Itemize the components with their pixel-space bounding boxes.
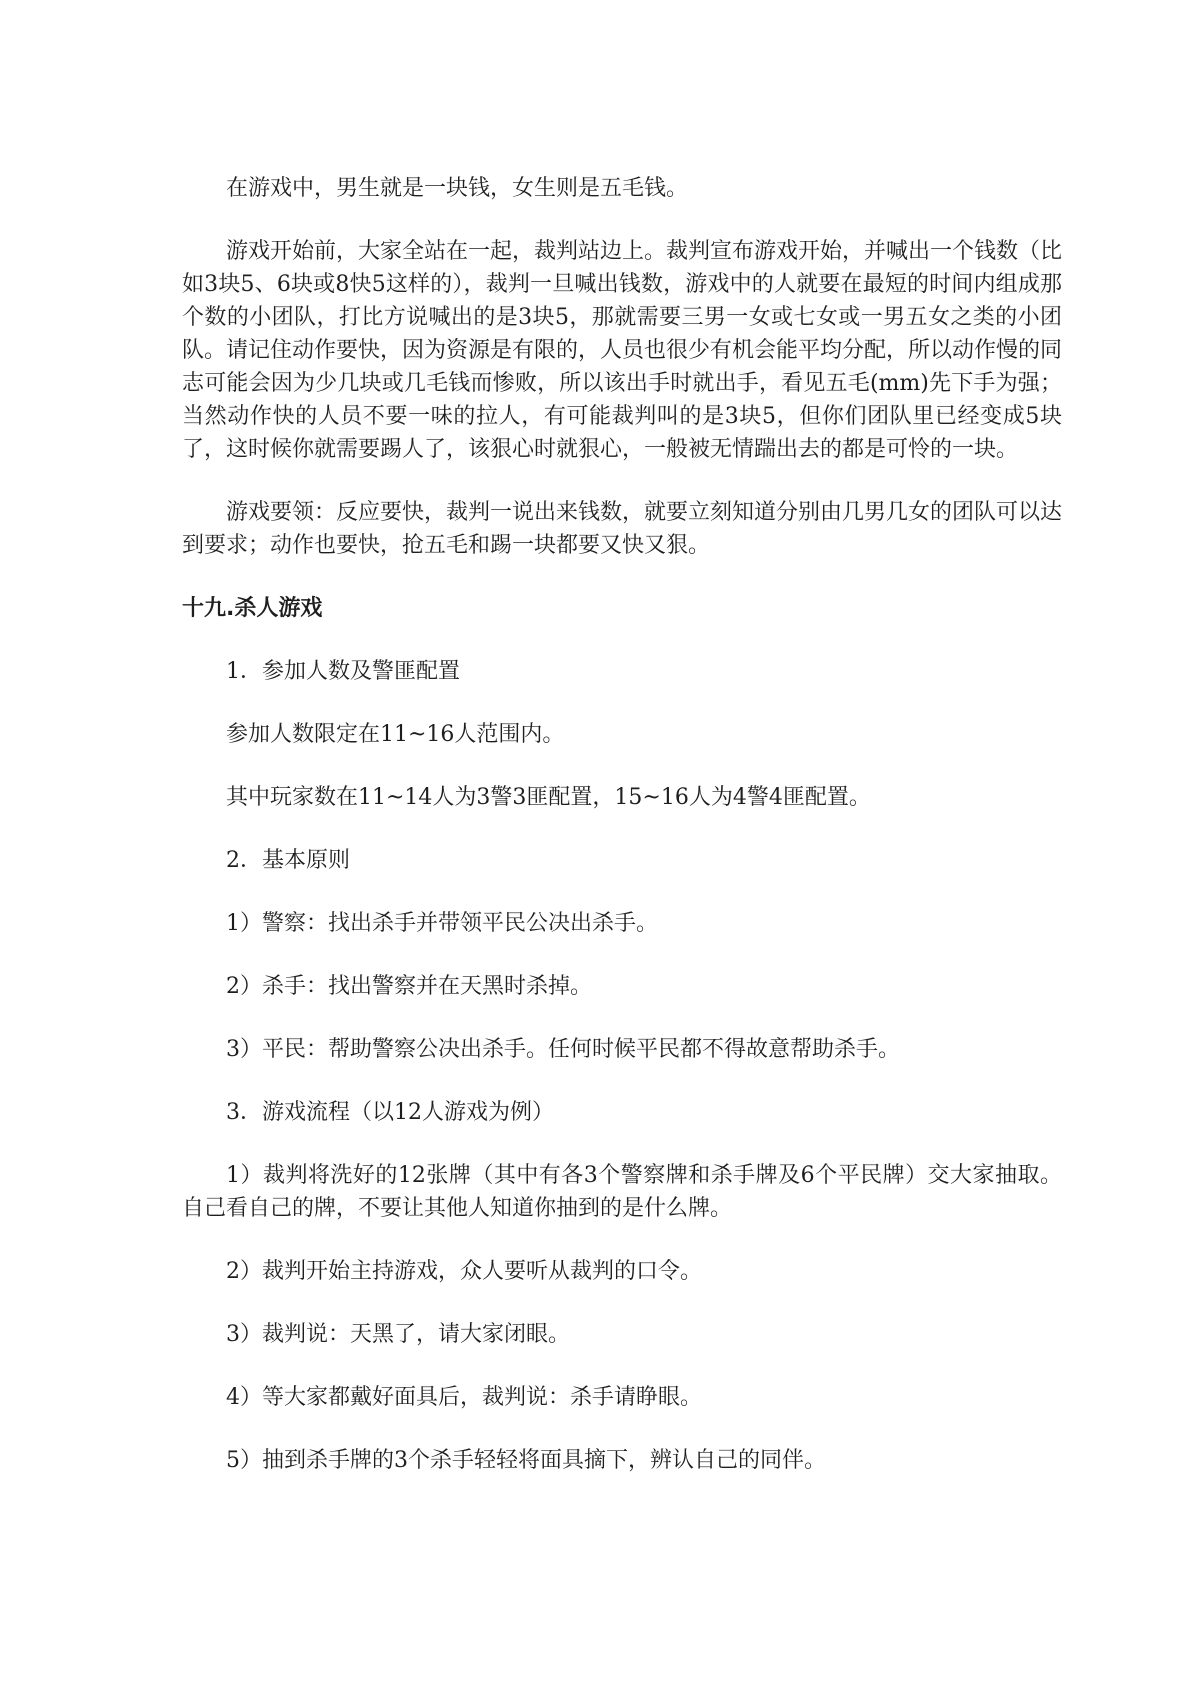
list-item: 1．参加人数及警匪配置 [226,659,460,684]
list-item: 2．基本原则 [226,848,350,873]
list-item: 3．游戏流程（以12人游戏为例） [226,1100,554,1125]
list-item: 5）抽到杀手牌的3个杀手轻轻将面具摘下，辨认自己的同伴。 [226,1448,826,1473]
document-body [182,172,1062,1507]
list-item: 3）裁判说：天黑了，请大家闭眼。 [226,1322,570,1347]
paragraph: 游戏开始前，大家全站在一起，裁判站边上。裁判宣布游戏开始，并喊出一个钱数（比如3块5、6块或8快5这样的），裁判一旦喊出钱数，游戏中的人就要在最短的时间内组成那个数的小团队，打比方说喊出的是3块5，那就需要三男一女或七女或一男五女之类的小团队。请记住动作要快，因为资源是有限的，人员也很少有机会能平均分配，所以动作慢的同志可能会因为少几块或几毛钱而惨败，所以该出手时就出手，看见五毛(mm)先下手为强；当然动作快的人员不要一味的拉人，有可能裁判叫的是3块5，但你们团队里已经变成5块了，这时候你就需要踢人了，该狠心时就狠心，一般被无情踹出去的都是可怜的一块。 [182,239,1063,462]
list-item: 1）警察：找出杀手并带领平民公决出杀手。 [226,911,658,936]
list-item: 参加人数限定在11~16人范围内。 [226,722,565,747]
section-heading: 十九.杀人游戏 [182,596,323,621]
list-item: 其中玩家数在11~14人为3警3匪配置，15~16人为4警4匪配置。 [226,785,871,810]
paragraph: 游戏要领：反应要快，裁判一说出来钱数，就要立刻知道分别由几男几女的团队可以达到要求；动作也要快，抢五毛和踢一块都要又快又狠。 [182,500,1063,558]
paragraph: 在游戏中，男生就是一块钱，女生则是五毛钱。 [226,176,689,201]
list-item: 2）杀手：找出警察并在天黑时杀掉。 [226,974,592,999]
list-item: 4）等大家都戴好面具后，裁判说：杀手请睁眼。 [226,1385,702,1410]
list-item: 3）平民：帮助警察公决出杀手。任何时候平民都不得故意帮助杀手。 [226,1037,900,1062]
list-item: 2）裁判开始主持游戏，众人要听从裁判的口令。 [226,1259,702,1284]
list-item: 1）裁判将洗好的12张牌（其中有各3个警察牌和杀手牌及6个平民牌）交大家抽取。自己看自己的牌，不要让其他人知道你抽到的是什么牌。 [182,1163,1062,1221]
